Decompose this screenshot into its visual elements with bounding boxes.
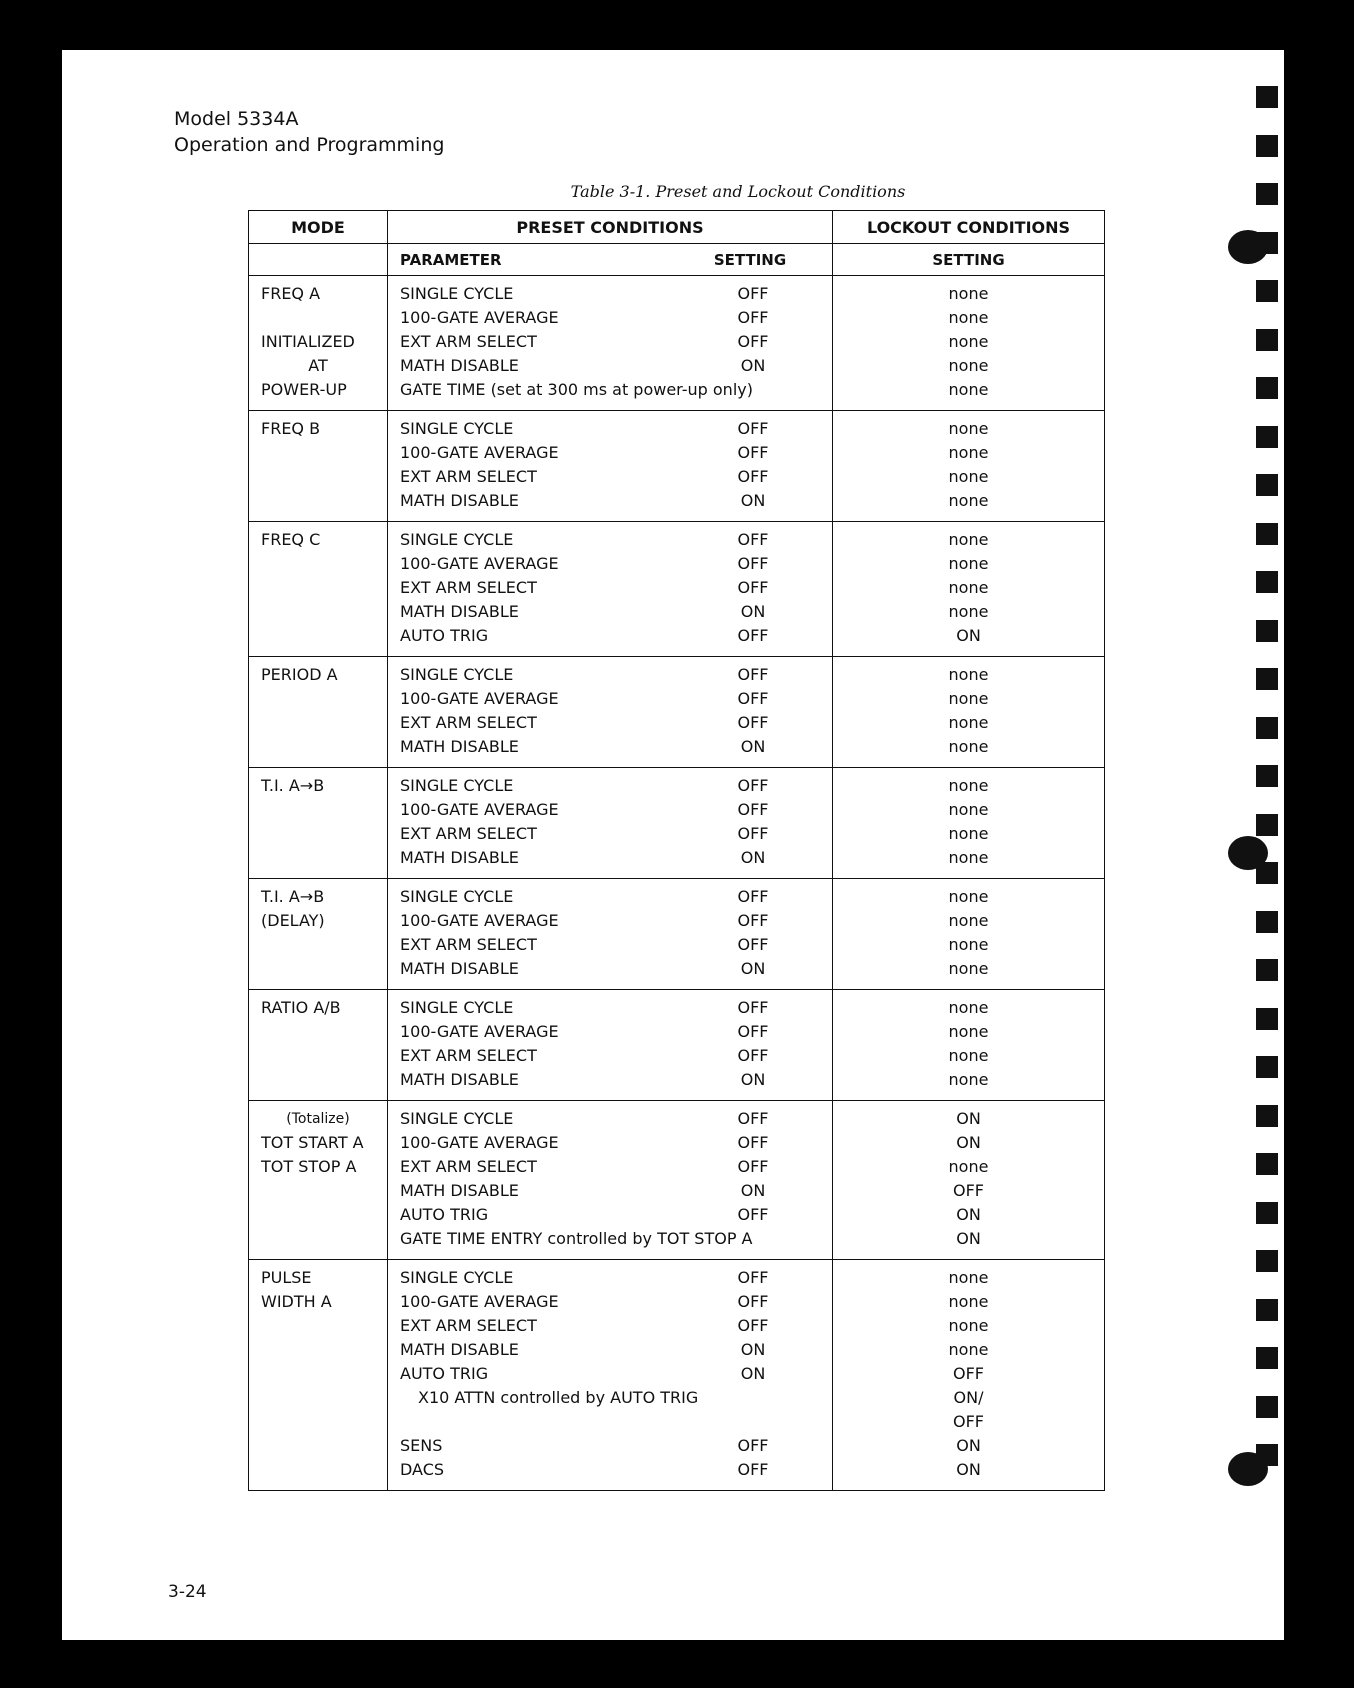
mode-cell: [249, 1101, 388, 1260]
parameter-name: SINGLE CYCLE: [400, 887, 514, 906]
parameter-row: [400, 600, 832, 624]
preset-cell: [388, 990, 833, 1101]
parameter-setting: OFF: [737, 308, 769, 327]
lockout-setting: none: [948, 911, 989, 930]
mode-label: PERIOD A: [261, 665, 338, 684]
parameter-setting: OFF: [737, 419, 769, 438]
parameter-row: [400, 624, 832, 648]
parameter-name: EXT ARM SELECT: [400, 1316, 537, 1335]
lockout-setting: ON: [956, 1205, 981, 1224]
lockout-setting: none: [948, 1316, 989, 1335]
parameter-row: [400, 1314, 832, 1338]
lockout-setting: none: [948, 491, 989, 510]
lockout-setting: none: [948, 530, 989, 549]
binder-mark: [1256, 959, 1278, 981]
parameter-setting: OFF: [737, 1046, 769, 1065]
binder-mark: [1256, 1056, 1278, 1078]
mode-cell: [249, 879, 388, 990]
mode-label: TOT START A: [261, 1133, 364, 1152]
parameter-row: [400, 663, 832, 687]
mode-label: FREQ A: [261, 284, 321, 303]
parameter-name: 100-GATE AVERAGE: [400, 911, 559, 930]
parameter-row: [400, 957, 832, 981]
mode-section: [249, 1101, 1105, 1260]
mode-label: (DELAY): [261, 911, 325, 930]
lockout-setting: none: [948, 776, 989, 795]
parameter-name: 100-GATE AVERAGE: [400, 1292, 559, 1311]
mode-label: AT: [308, 356, 328, 375]
lockout-header: LOCKOUT CONDITIONS: [833, 211, 1105, 244]
parameter-row: [400, 1410, 832, 1434]
lockout-setting: OFF: [953, 1181, 984, 1200]
lockout-cell: [833, 522, 1105, 657]
lockout-setting: none: [948, 578, 989, 597]
mode-section: [249, 411, 1105, 522]
parameter-name: AUTO TRIG: [400, 1205, 489, 1224]
lockout-cell: [833, 879, 1105, 990]
lockout-setting: none: [948, 1292, 989, 1311]
lockout-setting: ON: [956, 1109, 981, 1128]
parameter-row: [400, 378, 832, 402]
parameter-row: [400, 552, 832, 576]
parameter-name: SINGLE CYCLE: [400, 998, 514, 1017]
mode-section: [249, 657, 1105, 768]
mode-label: TOT STOP A: [261, 1157, 357, 1176]
parameter-name: MATH DISABLE: [400, 491, 519, 510]
binder-mark: [1256, 1250, 1278, 1272]
lockout-setting: ON/: [953, 1388, 984, 1407]
mode-section: [249, 768, 1105, 879]
parameter-name: 100-GATE AVERAGE: [400, 689, 559, 708]
parameter-row: [400, 1203, 832, 1227]
binder-mark: [1256, 426, 1278, 448]
parameter-row: [400, 354, 832, 378]
lockout-setting: none: [948, 380, 989, 399]
parameter-row: [400, 1227, 832, 1251]
preset-cell: [388, 768, 833, 879]
lockout-cell: [833, 1260, 1105, 1491]
binder-mark: [1256, 717, 1278, 739]
parameter-row: [400, 909, 832, 933]
parameter-name: EXT ARM SELECT: [400, 578, 537, 597]
parameter-setting: OFF: [737, 713, 769, 732]
lockout-setting: none: [948, 443, 989, 462]
mode-section: [249, 522, 1105, 657]
binder-mark: [1256, 329, 1278, 351]
parameter-setting: OFF: [737, 332, 769, 351]
parameter-row: [400, 441, 832, 465]
parameter-row: [400, 1434, 832, 1458]
binder-mark: [1256, 523, 1278, 545]
binder-mark: [1256, 668, 1278, 690]
parameter-setting: OFF: [737, 935, 769, 954]
binder-mark: [1256, 1153, 1278, 1175]
parameter-name: MATH DISABLE: [400, 959, 519, 978]
parameter-row: [400, 282, 832, 306]
lockout-cell: [833, 768, 1105, 879]
parameter-setting: OFF: [737, 1022, 769, 1041]
lockout-setting: none: [948, 848, 989, 867]
binder-mark: [1256, 86, 1278, 108]
lockout-setting: none: [948, 959, 989, 978]
parameter-setting: OFF: [737, 1316, 769, 1335]
lockout-setting: ON: [956, 626, 981, 645]
table-caption: Table 3-1. Preset and Lockout Conditions: [570, 182, 906, 201]
page-number: 3-24: [168, 1582, 207, 1602]
mode-section: [249, 276, 1105, 411]
lockout-setting: none: [948, 308, 989, 327]
parameter-name: MATH DISABLE: [400, 602, 519, 621]
lockout-setting: none: [948, 824, 989, 843]
document-page: [62, 50, 1284, 1640]
parameter-row: [400, 1155, 832, 1179]
preset-lockout-table: [248, 210, 1105, 1491]
lockout-setting: none: [948, 1046, 989, 1065]
parameter-row: [400, 735, 832, 759]
parameter-name: EXT ARM SELECT: [400, 824, 537, 843]
parameter-row: [400, 1266, 832, 1290]
parameter-setting: ON: [740, 491, 766, 510]
parameter-name: MATH DISABLE: [400, 737, 519, 756]
binder-mark: [1256, 620, 1278, 642]
mode-label: FREQ B: [261, 419, 321, 438]
parameter-name: SINGLE CYCLE: [400, 284, 514, 303]
parameter-setting: OFF: [737, 1436, 769, 1455]
parameter-name: MATH DISABLE: [400, 848, 519, 867]
binder-mark: [1256, 183, 1278, 205]
parameter-setting: ON: [740, 1340, 766, 1359]
binder-mark: [1256, 571, 1278, 593]
mode-label: FREQ C: [261, 530, 321, 549]
lockout-setting: none: [948, 554, 989, 573]
parameter-setting: OFF: [737, 998, 769, 1017]
parameter-setting: OFF: [737, 824, 769, 843]
parameter-setting: OFF: [737, 911, 769, 930]
parameter-row: [400, 1290, 832, 1314]
binder-mark: [1256, 377, 1278, 399]
mode-label: PULSE: [261, 1268, 312, 1287]
lockout-setting: none: [948, 665, 989, 684]
preset-cell: [388, 879, 833, 990]
parameter-setting: OFF: [737, 1292, 769, 1311]
lockout-setting: none: [948, 737, 989, 756]
binder-hole: [1228, 836, 1268, 870]
parameter-name: DACS: [400, 1460, 445, 1479]
lockout-setting: ON: [956, 1133, 981, 1152]
parameter-row: [400, 846, 832, 870]
lockout-setting: none: [948, 800, 989, 819]
section-title: Operation and Programming: [174, 134, 445, 156]
lockout-cell: [833, 657, 1105, 768]
lockout-setting: none: [948, 356, 989, 375]
mode-section: [249, 879, 1105, 990]
binder-hole: [1228, 1452, 1268, 1486]
parameter-row: [400, 1131, 832, 1155]
parameter-setting: OFF: [737, 467, 769, 486]
parameter-row: [400, 1068, 832, 1092]
binder-mark: [1256, 1347, 1278, 1369]
lockout-setting: none: [948, 713, 989, 732]
parameter-name: MATH DISABLE: [400, 1181, 519, 1200]
preset-cell: [388, 276, 833, 411]
binder-mark: [1256, 474, 1278, 496]
parameter-setting: OFF: [737, 626, 769, 645]
binder-mark: [1256, 135, 1278, 157]
lockout-setting: OFF: [953, 1364, 984, 1383]
parameter-name: SINGLE CYCLE: [400, 1268, 514, 1287]
parameter-setting: OFF: [737, 1109, 769, 1128]
preset-subheader: [388, 244, 833, 276]
mode-label: T.I. A→B: [261, 776, 325, 795]
parameter-setting: ON: [740, 848, 766, 867]
lockout-setting: none: [948, 602, 989, 621]
mode-label: WIDTH A: [261, 1292, 332, 1311]
parameter-name: MATH DISABLE: [400, 1070, 519, 1089]
mode-label: [261, 306, 387, 330]
lockout-setting: ON: [956, 1436, 981, 1455]
parameter-name: 100-GATE AVERAGE: [400, 554, 559, 573]
parameter-name: AUTO TRIG: [400, 1364, 489, 1383]
parameter-setting: ON: [740, 602, 766, 621]
mode-header: MODE: [249, 211, 388, 244]
lockout-setting: none: [948, 1268, 989, 1287]
parameter-row: [400, 933, 832, 957]
parameter-row: [400, 489, 832, 513]
parameter-setting: ON: [740, 1181, 766, 1200]
binder-mark: [1256, 911, 1278, 933]
parameter-name: 100-GATE AVERAGE: [400, 308, 559, 327]
lockout-setting: ON: [956, 1460, 981, 1479]
parameter-setting: OFF: [737, 530, 769, 549]
parameter-row: [400, 885, 832, 909]
mode-cell: [249, 522, 388, 657]
binder-mark: [1256, 1396, 1278, 1418]
parameter-name: 100-GATE AVERAGE: [400, 1133, 559, 1152]
preset-cell: [388, 411, 833, 522]
mode-cell: [249, 276, 388, 411]
parameter-setting: OFF: [737, 887, 769, 906]
parameter-row: [400, 687, 832, 711]
parameter-setting: ON: [740, 356, 766, 375]
lockout-setting: none: [948, 1340, 989, 1359]
parameter-row: [400, 798, 832, 822]
parameter-row: [400, 1458, 832, 1482]
model-title: Model 5334A: [174, 108, 299, 130]
lockout-setting: none: [948, 284, 989, 303]
preset-cell: [388, 1260, 833, 1491]
parameter-row: [400, 330, 832, 354]
parameter-row: [400, 1107, 832, 1131]
mode-cell: [249, 657, 388, 768]
parameter-name: SINGLE CYCLE: [400, 776, 514, 795]
lockout-setting: ON: [956, 1229, 981, 1248]
parameter-name: SINGLE CYCLE: [400, 665, 514, 684]
lockout-setting: none: [948, 935, 989, 954]
parameter-name: 100-GATE AVERAGE: [400, 800, 559, 819]
parameter-setting: OFF: [737, 554, 769, 573]
binder-mark: [1256, 280, 1278, 302]
parameter-setting: ON: [740, 1364, 766, 1383]
parameter-setting: OFF: [737, 443, 769, 462]
parameter-name: EXT ARM SELECT: [400, 713, 537, 732]
parameter-setting: OFF: [737, 578, 769, 597]
preset-cell: [388, 657, 833, 768]
parameter-setting: OFF: [737, 1205, 769, 1224]
parameter-name: AUTO TRIG: [400, 626, 489, 645]
parameter-setting: OFF: [737, 1157, 769, 1176]
parameter-setting: OFF: [737, 800, 769, 819]
parameter-row: [400, 996, 832, 1020]
binder-mark: [1256, 765, 1278, 787]
parameter-header: PARAMETER: [400, 250, 502, 269]
document-header: [174, 106, 444, 158]
parameter-name: 100-GATE AVERAGE: [400, 1022, 559, 1041]
mode-subheader: [249, 244, 388, 276]
parameter-row: [400, 1179, 832, 1203]
mode-label: (Totalize): [286, 1111, 350, 1127]
parameter-row: [400, 417, 832, 441]
parameter-name: MATH DISABLE: [400, 356, 519, 375]
lockout-cell: [833, 990, 1105, 1101]
parameter-setting: OFF: [737, 284, 769, 303]
binder-hole: [1228, 230, 1268, 264]
parameter-setting: ON: [740, 959, 766, 978]
lockout-setting: none: [948, 887, 989, 906]
lockout-setting: none: [948, 332, 989, 351]
lockout-cell: [833, 1101, 1105, 1260]
binder-mark: [1256, 1105, 1278, 1127]
mode-label: T.I. A→B: [261, 887, 325, 906]
lockout-setting: none: [948, 1070, 989, 1089]
parameter-name: SENS: [400, 1436, 443, 1455]
lockout-setting-header: SETTING: [833, 244, 1105, 276]
parameter-row: [400, 711, 832, 735]
lockout-setting: none: [948, 689, 989, 708]
lockout-cell: [833, 276, 1105, 411]
parameter-row: [400, 774, 832, 798]
parameter-name: GATE TIME ENTRY controlled by TOT STOP A: [400, 1229, 753, 1248]
mode-cell: [249, 768, 388, 879]
parameter-name: EXT ARM SELECT: [400, 332, 537, 351]
lockout-setting: none: [948, 998, 989, 1017]
parameter-setting: OFF: [737, 665, 769, 684]
parameter-setting: ON: [740, 1070, 766, 1089]
table-body: [249, 276, 1105, 1491]
parameter-row: [400, 1386, 832, 1410]
parameter-row: [400, 1338, 832, 1362]
mode-cell: [249, 990, 388, 1101]
parameter-row: [400, 306, 832, 330]
parameter-setting: OFF: [737, 776, 769, 795]
parameter-name: EXT ARM SELECT: [400, 1157, 537, 1176]
lockout-setting: none: [948, 419, 989, 438]
parameter-setting: OFF: [737, 1268, 769, 1287]
mode-section: [249, 1260, 1105, 1491]
preset-cell: [388, 522, 833, 657]
binder-mark: [1256, 1202, 1278, 1224]
parameter-row: [400, 1044, 832, 1068]
parameter-name: SINGLE CYCLE: [400, 419, 514, 438]
parameter-setting: ON: [740, 737, 766, 756]
parameter-name: SINGLE CYCLE: [400, 1109, 514, 1128]
parameter-row: [400, 822, 832, 846]
parameter-row: [400, 576, 832, 600]
preset-header: PRESET CONDITIONS: [388, 211, 833, 244]
parameter-name: GATE TIME (set at 300 ms at power-up only): [400, 380, 753, 399]
parameter-name: 100-GATE AVERAGE: [400, 443, 559, 462]
parameter-row: [400, 1362, 832, 1386]
binder-mark: [1256, 1299, 1278, 1321]
binder-mark: [1256, 1008, 1278, 1030]
lockout-setting: none: [948, 1157, 989, 1176]
parameter-setting: OFF: [737, 689, 769, 708]
setting-header: SETTING: [713, 250, 787, 269]
lockout-setting: none: [948, 1022, 989, 1041]
parameter-name: EXT ARM SELECT: [400, 467, 537, 486]
parameter-name: X10 ATTN controlled by AUTO TRIG: [418, 1388, 699, 1407]
parameter-name: SINGLE CYCLE: [400, 530, 514, 549]
parameter-row: [400, 528, 832, 552]
binder-mark: [1256, 814, 1278, 836]
parameter-row: [400, 1020, 832, 1044]
mode-cell: [249, 411, 388, 522]
preset-cell: [388, 1101, 833, 1260]
parameter-setting: OFF: [737, 1460, 769, 1479]
lockout-setting: none: [948, 467, 989, 486]
mode-label: RATIO A/B: [261, 998, 341, 1017]
mode-label: POWER-UP: [261, 380, 347, 399]
parameter-name: MATH DISABLE: [400, 1340, 519, 1359]
lockout-cell: [833, 411, 1105, 522]
mode-cell: [249, 1260, 388, 1491]
parameter-name: EXT ARM SELECT: [400, 1046, 537, 1065]
mode-section: [249, 990, 1105, 1101]
lockout-setting: OFF: [953, 1412, 984, 1431]
mode-label: INITIALIZED: [261, 332, 355, 351]
parameter-setting: OFF: [737, 1133, 769, 1152]
parameter-row: [400, 465, 832, 489]
parameter-name: EXT ARM SELECT: [400, 935, 537, 954]
